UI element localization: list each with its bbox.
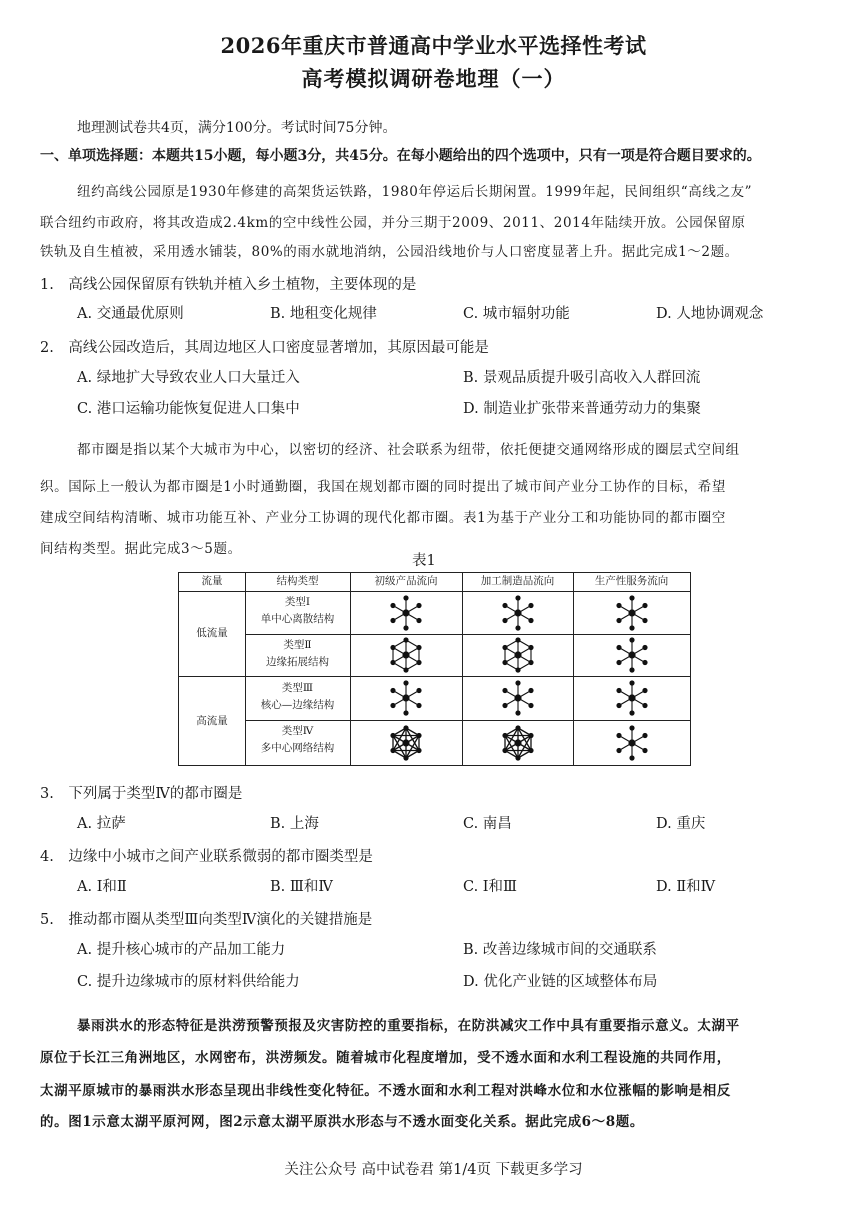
star-network-diagram <box>610 724 654 762</box>
mesh-network-diagram <box>496 724 540 762</box>
option-d[interactable]: D. Ⅱ和Ⅳ <box>656 879 716 895</box>
table-divider <box>245 720 690 721</box>
question-stem: 3. 下列属于类型Ⅳ的都市圈是 <box>40 786 243 802</box>
structure-type-table <box>178 572 691 766</box>
option-d[interactable]: D. 人地协调观念 <box>656 306 764 322</box>
material-line: 纽约高线公园原是1930年修建的高架货运铁路，1980年停运后长期闲置。1999年起，民间组织“高线之友” <box>77 184 753 200</box>
option-b[interactable]: B. 上海 <box>270 816 319 832</box>
ring-network-diagram <box>384 636 428 674</box>
star-network-diagram <box>496 594 540 632</box>
section-heading: 一、单项选择题：本题共15小题，每小题3分，共45分。在每小题给出的四个选项中，只有一项是符合题目要求的。 <box>40 148 761 164</box>
question-stem: 1. 高线公园保留原有铁轨并植入乡土植物，主要体现的是 <box>40 277 417 293</box>
star-network-diagram <box>384 594 428 632</box>
star-network-diagram <box>610 594 654 632</box>
material-line: 铁轨及自生植被，采用透水铺装，80%的雨水就地消纳，公园沿线地价与人口密度显著上升。据此完成1～2题。 <box>40 244 739 260</box>
header-service: 生产性服务流向 <box>594 575 669 587</box>
star-network-diagram <box>496 679 540 717</box>
option-a[interactable]: A. 拉萨 <box>77 816 126 832</box>
table-divider <box>350 573 351 765</box>
option-b[interactable]: B. 改善边缘城市间的交通联系 <box>463 942 657 958</box>
option-c[interactable]: C. 城市辐射功能 <box>463 306 570 322</box>
option-d[interactable]: D. 优化产业链的区域整体布局 <box>463 974 658 990</box>
row-type: 类型Ⅱ <box>283 639 312 651</box>
question-stem: 4. 边缘中小城市之间产业联系微弱的都市圈类型是 <box>40 849 373 865</box>
material-line: 建成空间结构清晰、城市功能互补、产业分工协调的现代化都市圈。表1为基于产业分工和功能协同的都市圈空 <box>40 510 726 526</box>
option-b[interactable]: B. 景观品质提升吸引高收入人群回流 <box>463 370 701 386</box>
star-network-diagram <box>610 636 654 674</box>
material-line: 暴雨洪水的形态特征是洪涝预警预报及灾害防控的重要指标，在防洪减灾工作中具有重要指示意义。太湖平 <box>77 1018 740 1034</box>
row-type: 类型Ⅲ <box>281 682 314 694</box>
row-desc: 单中心离散结构 <box>260 613 335 625</box>
table-divider <box>462 573 463 765</box>
table-divider <box>179 591 690 592</box>
ring-network-diagram <box>496 636 540 674</box>
option-c[interactable]: C. 南昌 <box>463 816 512 832</box>
material-line: 都市圈是指以某个大城市为中心，以密切的经济、社会联系为纽带，依托便捷交通网络形成的圈层式空间组 <box>77 442 740 458</box>
material-line: 间结构类型。据此完成3～5题。 <box>40 541 242 557</box>
option-b[interactable]: B. Ⅲ和Ⅳ <box>270 879 333 895</box>
option-a[interactable]: A. Ⅰ和Ⅱ <box>77 879 127 895</box>
star-network-diagram <box>384 679 428 717</box>
option-c[interactable]: C. 提升边缘城市的原材料供给能力 <box>77 974 300 990</box>
header-primary: 初级产品流向 <box>374 575 438 587</box>
option-a[interactable]: A. 提升核心城市的产品加工能力 <box>77 942 286 958</box>
row-type: 类型Ⅳ <box>281 725 314 737</box>
material-line: 的。图1示意太湖平原河网，图2示意太湖平原洪水形态与不透水面变化关系。据此完成6～8题。 <box>40 1114 644 1130</box>
table-caption: 表1 <box>412 553 436 569</box>
exam-title: 2026年重庆市普通高中学业水平选择性考试 <box>220 33 647 58</box>
header-manufacture: 加工制造品流向 <box>480 575 555 587</box>
material-line: 联合纽约市政府，将其改造成2.4km的空中线性公园，并分三期于2009、2011、2014年陆续开放。公园保留原 <box>40 215 746 231</box>
table-divider <box>573 573 574 765</box>
material-line: 原位于长江三角洲地区，水网密布，洪涝频发。随着城市化程度增加，受不透水面和水利工程设施的共同作用， <box>40 1050 731 1066</box>
option-a[interactable]: A. 绿地扩大导致农业人口大量迁入 <box>77 370 300 386</box>
option-c[interactable]: C. Ⅰ和Ⅲ <box>463 879 518 895</box>
mesh-network-diagram <box>384 724 428 762</box>
material-line: 织。国际上一般认为都市圈是1小时通勤圈，我国在规划都市圈的同时提出了城市间产业分工协作的目标，希望 <box>40 479 726 495</box>
row-desc: 边缘拓展结构 <box>266 656 329 668</box>
row-desc: 核心—边缘结构 <box>260 699 335 711</box>
star-network-diagram <box>610 679 654 717</box>
option-a[interactable]: A. 交通最优原则 <box>77 306 184 322</box>
exam-subtitle: 高考模拟调研卷地理（一） <box>301 66 566 91</box>
exam-intro: 地理测试卷共4页，满分100分。考试时间75分钟。 <box>77 120 397 136</box>
group-low-flow: 低流量 <box>196 627 228 639</box>
material-line: 太湖平原城市的暴雨洪水形态呈现出非线性变化特征。不透水面和水利工程对洪峰水位和水位涨幅的影响是相反 <box>40 1083 731 1099</box>
table-divider <box>179 676 690 677</box>
page-footer: 关注公众号 高中试卷君 第1/4页 下载更多学习 <box>284 1162 583 1178</box>
question-stem: 5. 推动都市圈从类型Ⅲ向类型Ⅳ演化的关键措施是 <box>40 912 373 928</box>
group-high-flow: 高流量 <box>196 715 228 727</box>
option-b[interactable]: B. 地租变化规律 <box>270 306 377 322</box>
row-desc: 多中心网络结构 <box>260 742 335 754</box>
header-structure: 结构类型 <box>276 575 319 587</box>
option-d[interactable]: D. 重庆 <box>656 816 706 832</box>
row-type: 类型Ⅰ <box>284 596 311 608</box>
header-flow: 流量 <box>201 575 223 587</box>
table-divider <box>245 634 690 635</box>
question-stem: 2. 高线公园改造后，其周边地区人口密度显著增加，其原因最可能是 <box>40 340 489 356</box>
option-d[interactable]: D. 制造业扩张带来普通劳动力的集聚 <box>463 401 701 417</box>
option-c[interactable]: C. 港口运输功能恢复促进人口集中 <box>77 401 300 417</box>
